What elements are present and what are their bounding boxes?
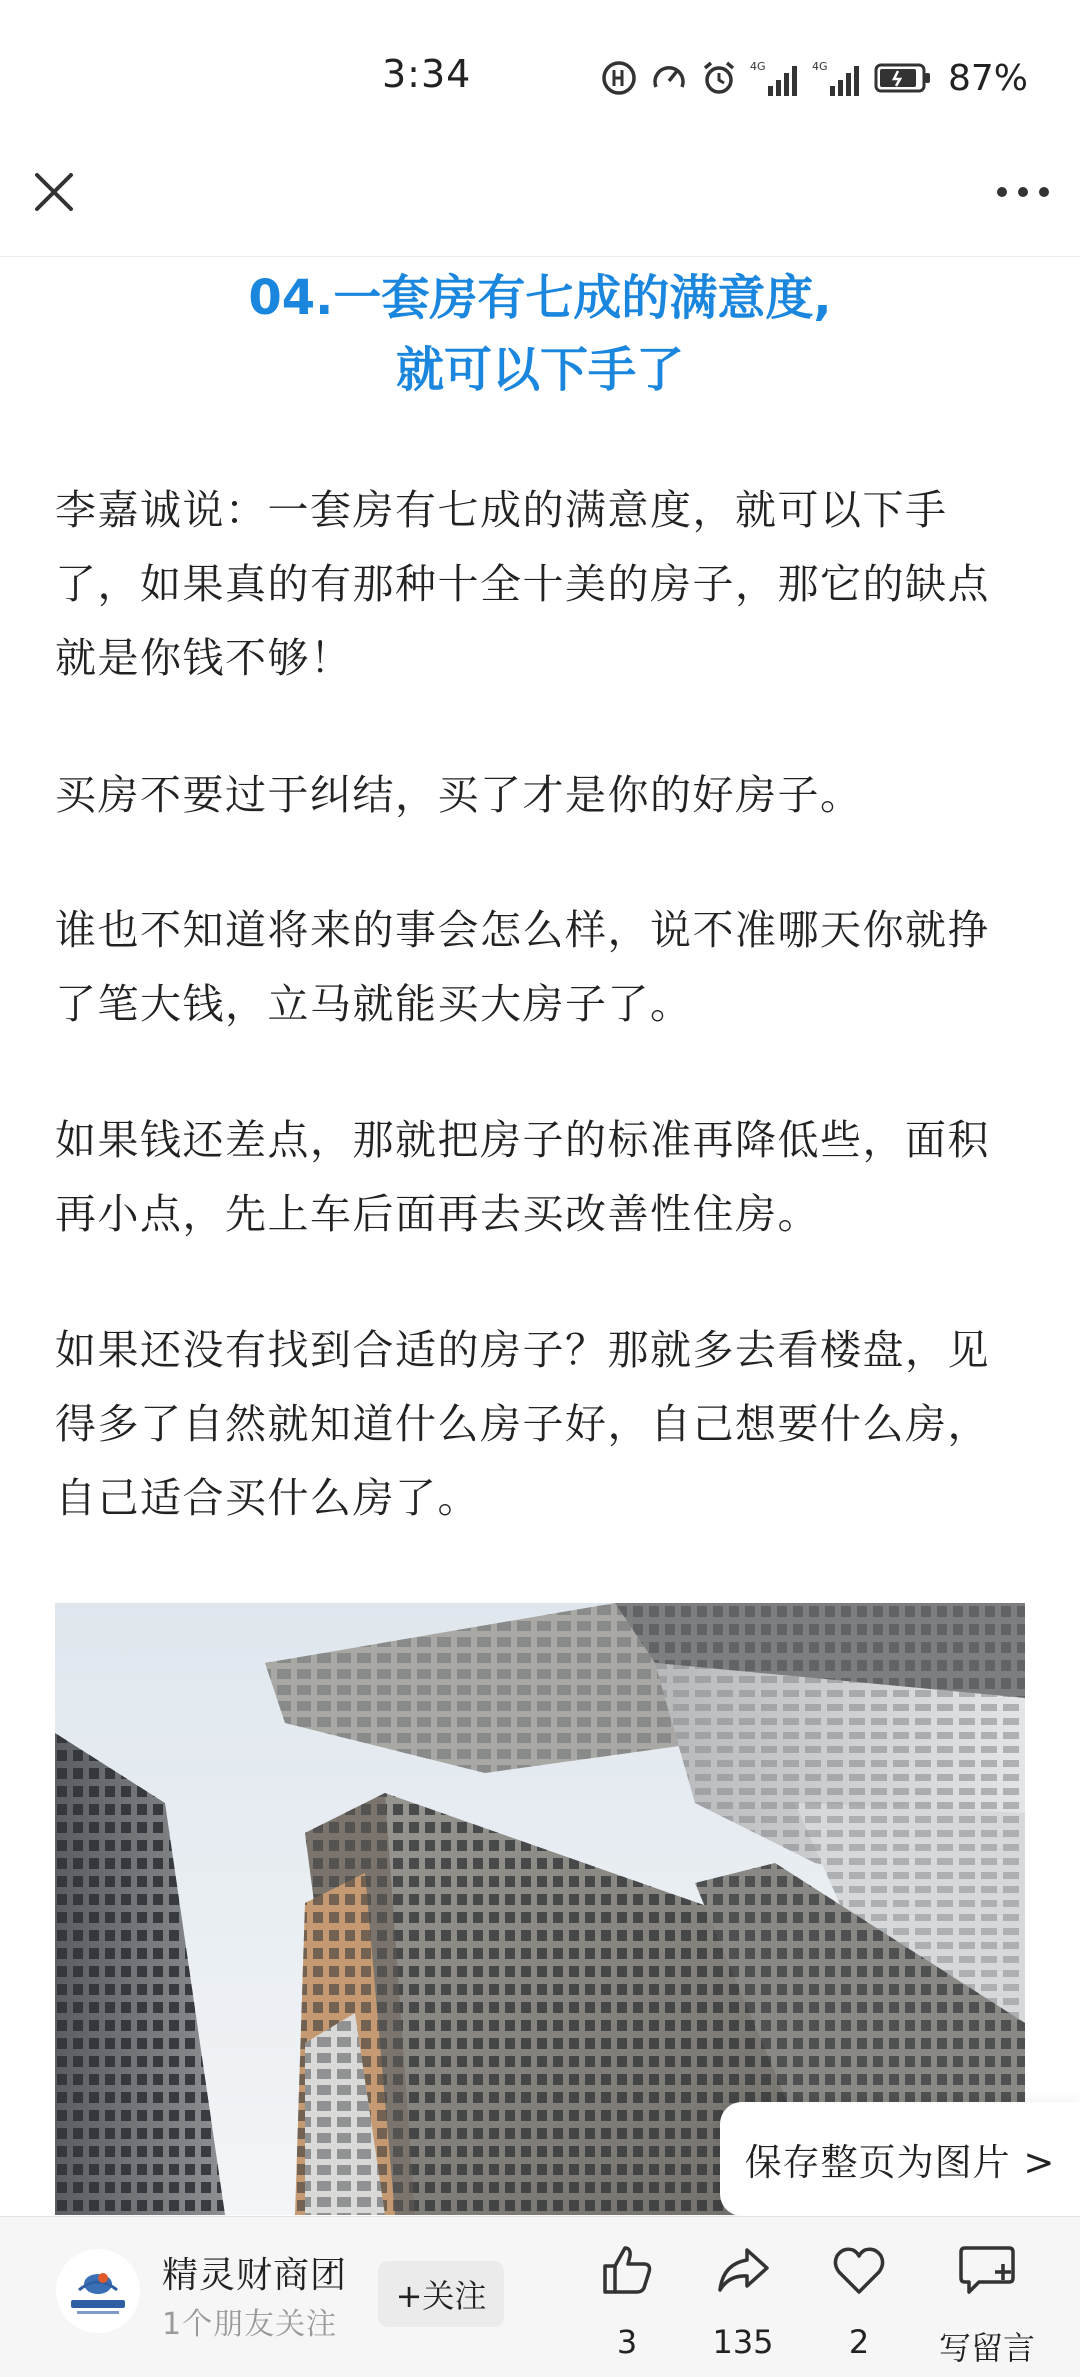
signal-strength-icon xyxy=(750,58,800,98)
close-icon xyxy=(33,171,75,213)
write-comment-label: 写留言 xyxy=(938,2329,1035,2367)
more-dots-icon xyxy=(996,185,1050,199)
speedometer-icon xyxy=(650,59,688,97)
article-paragraph: 如果钱还差点，那就把房子的标准再降低些，面积再小点，先上车后面再去买改善性住房。 xyxy=(55,1116,990,1238)
favorite-button[interactable] xyxy=(804,2239,914,2361)
favorite-count: 2 xyxy=(848,2323,870,2361)
svg-text:4G: 4G xyxy=(811,60,828,73)
article-paragraph: 李嘉诚说：一套房有七成的满意度，就可以下手了，如果真的有那种十全十美的房子，那它的缺点就是你钱不够！ xyxy=(55,486,990,682)
follow-button[interactable]: +关注 xyxy=(378,2261,504,2327)
article-body xyxy=(55,258,1025,1522)
account-name[interactable]: 精灵财商团 xyxy=(162,2255,348,2296)
save-page-as-image-button[interactable]: 保存整页为图片 > xyxy=(720,2102,1080,2216)
comment-add-icon xyxy=(957,2242,1017,2298)
battery-icon xyxy=(874,61,932,95)
account-friend-followers: 1个朋友关注 xyxy=(162,2307,338,2342)
article-paragraph: 如果还没有找到合适的房子？那就多去看楼盘，见得多了自然就知道什么房子好，自己想要什么房，自己适合买什么房了。 xyxy=(55,1326,990,1522)
status-time: 3:34 xyxy=(382,52,472,96)
alarm-icon xyxy=(700,59,738,97)
svg-text:4G: 4G xyxy=(749,60,766,73)
bottom-action-bar xyxy=(0,2216,1080,2377)
signal-strength-icon-2 xyxy=(812,58,862,98)
write-comment-button[interactable] xyxy=(920,2239,1054,2369)
share-arrow-icon xyxy=(715,2242,771,2298)
hd-call-icon xyxy=(600,59,638,97)
top-nav xyxy=(0,150,1080,257)
avatar[interactable] xyxy=(56,2249,140,2333)
status-bar xyxy=(0,0,1080,150)
share-button[interactable] xyxy=(688,2239,798,2361)
article-paragraph: 买房不要过于纠结，买了才是你的好房子。 xyxy=(55,771,863,819)
share-count: 135 xyxy=(712,2323,774,2361)
thumbs-up-icon xyxy=(599,2242,655,2298)
article-paragraph: 谁也不知道将来的事会怎么样，说不准哪天你就挣了笔大钱，立马就能买大房子了。 xyxy=(55,906,990,1028)
account-logo-icon xyxy=(67,2264,129,2318)
section-heading xyxy=(55,258,1025,406)
status-icons xyxy=(600,56,1028,100)
section-heading-line2: 就可以下手了 xyxy=(395,342,684,398)
close-button[interactable] xyxy=(24,162,84,222)
like-button[interactable] xyxy=(572,2239,682,2361)
heart-icon xyxy=(831,2244,887,2296)
section-heading-line1: 04.一套房有七成的满意度, xyxy=(248,270,832,326)
battery-percent: 87% xyxy=(947,57,1028,99)
like-count: 3 xyxy=(616,2323,638,2361)
more-options-button[interactable] xyxy=(988,162,1058,222)
